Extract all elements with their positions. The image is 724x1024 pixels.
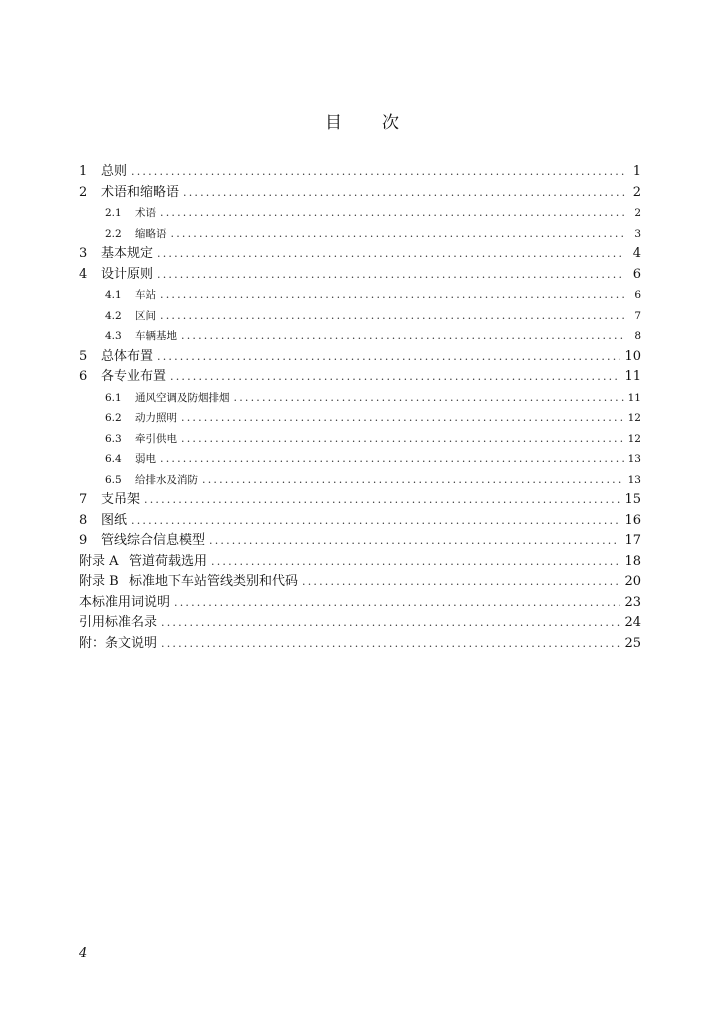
toc-entry-label: 管道荷载选用 (129, 553, 208, 569)
toc-entry-page: 11 (624, 369, 641, 385)
toc-entry[interactable] (79, 203, 641, 224)
toc-entry[interactable] (79, 593, 641, 614)
toc-entry[interactable] (79, 572, 641, 593)
toc-entry[interactable] (79, 367, 641, 388)
toc-entry[interactable] (79, 470, 641, 491)
toc-entry-number: 7 (79, 492, 88, 508)
toc-entry-number: 3 (79, 246, 88, 262)
title-right-char: 次 (382, 113, 399, 133)
toc-entry-label: 各专业布置 (101, 369, 167, 385)
toc-entry-label: 术语 (135, 207, 156, 220)
toc-entry[interactable] (79, 285, 641, 306)
toc-leader-dots (202, 470, 624, 490)
toc-entry[interactable] (79, 347, 641, 368)
toc-leader-dots (161, 634, 620, 654)
toc-leader-dots (181, 408, 624, 428)
toc-entry[interactable] (79, 552, 641, 573)
toc-entry[interactable] (79, 613, 641, 634)
toc-entry-label: 管线综合信息模型 (101, 533, 206, 549)
toc-leader-dots (131, 162, 625, 182)
toc-entry-page: 13 (627, 473, 641, 486)
page-title (0, 108, 724, 133)
toc-entry-page: 2 (634, 207, 641, 220)
toc-entry-number: 附录 B (79, 574, 119, 590)
table-of-contents (79, 162, 641, 654)
toc-leader-dots (157, 347, 620, 367)
toc-entry-label: 支吊架 (101, 492, 141, 508)
toc-entry-page: 6 (634, 289, 641, 302)
toc-entry-page: 12 (627, 412, 641, 425)
toc-entry-number: 4.2 (105, 309, 122, 322)
toc-entry[interactable] (79, 224, 641, 245)
toc-entry-label: 基本规定 (101, 246, 154, 262)
toc-entry-label: 弱电 (135, 453, 156, 466)
toc-entry-page: 12 (627, 432, 641, 445)
toc-entry-number: 1 (79, 164, 88, 180)
toc-entry-number: 8 (79, 512, 88, 528)
toc-leader-dots (234, 388, 624, 408)
toc-entry-page: 2 (632, 184, 641, 200)
toc-leader-dots (183, 183, 625, 203)
toc-leader-dots (209, 531, 620, 551)
toc-entry[interactable] (79, 449, 641, 470)
toc-entry-label: 标准地下车站管线类别和代码 (129, 574, 299, 590)
toc-entry-page: 25 (624, 635, 641, 651)
toc-entry-page: 3 (634, 227, 641, 240)
toc-entry-page: 1 (632, 164, 641, 180)
toc-entry[interactable] (79, 326, 641, 347)
toc-entry-label: 牵引供电 (135, 432, 177, 445)
toc-entry-label: 总则 (101, 164, 128, 180)
toc-leader-dots (157, 265, 625, 285)
toc-entry-label: 本标准用词说明 (79, 594, 171, 610)
toc-entry-number: 6 (79, 369, 88, 385)
title-left-char: 目 (325, 113, 342, 133)
toc-entry-label: 动力照明 (135, 412, 177, 425)
toc-leader-dots (174, 593, 620, 613)
toc-entry-number: 5 (79, 348, 88, 364)
toc-leader-dots (171, 224, 626, 244)
toc-entry-page: 10 (624, 348, 641, 364)
toc-entry-number: 附录 A (79, 553, 119, 569)
toc-entry-number: 2 (79, 184, 88, 200)
toc-entry-page: 20 (624, 574, 641, 590)
toc-entry-number: 6.3 (105, 432, 122, 445)
toc-leader-dots (302, 572, 620, 592)
toc-entry-label: 附：条文说明 (79, 635, 158, 651)
toc-leader-dots (160, 449, 624, 469)
toc-entry[interactable] (79, 634, 641, 655)
toc-leader-dots (181, 326, 625, 346)
toc-entry-label: 设计原则 (101, 266, 154, 282)
toc-entry-page: 24 (624, 615, 641, 631)
toc-entry-page: 17 (624, 533, 641, 549)
toc-entry-label: 通风空调及防烟排烟 (135, 391, 230, 404)
toc-entry-page: 23 (624, 594, 641, 610)
toc-entry-page: 11 (627, 391, 641, 404)
toc-entry-label: 区间 (135, 309, 156, 322)
toc-leader-dots (170, 367, 620, 387)
toc-entry[interactable] (79, 531, 641, 552)
toc-leader-dots (160, 203, 625, 223)
toc-entry-number: 2.1 (105, 207, 122, 220)
toc-entry-number: 6.4 (105, 453, 122, 466)
page-number: 4 (79, 946, 88, 961)
toc-entry-page: 13 (627, 453, 641, 466)
toc-entry-page: 8 (634, 330, 641, 343)
toc-leader-dots (181, 429, 624, 449)
toc-leader-dots (160, 285, 625, 305)
toc-entry[interactable] (79, 183, 641, 204)
toc-entry-number: 2.2 (105, 227, 122, 240)
toc-entry-page: 18 (624, 553, 641, 569)
toc-leader-dots (161, 613, 620, 633)
toc-entry[interactable] (79, 306, 641, 327)
toc-entry-page: 16 (624, 512, 641, 528)
toc-entry-label: 给排水及消防 (135, 473, 198, 486)
toc-entry[interactable] (79, 408, 641, 429)
toc-leader-dots (160, 306, 625, 326)
toc-leader-dots (131, 511, 620, 531)
toc-entry[interactable] (79, 244, 641, 265)
toc-entry-page: 15 (624, 492, 641, 508)
toc-entry-number: 4 (79, 266, 88, 282)
toc-entry[interactable] (79, 511, 641, 532)
toc-entry[interactable] (79, 490, 641, 511)
toc-entry-page: 7 (634, 309, 641, 322)
toc-leader-dots (144, 490, 620, 510)
toc-entry-label: 总体布置 (101, 348, 154, 364)
toc-leader-dots (211, 552, 620, 572)
toc-entry-number: 9 (79, 533, 88, 549)
toc-entry[interactable] (79, 429, 641, 450)
toc-entry-label: 缩略语 (135, 227, 167, 240)
toc-entry-page: 4 (632, 246, 641, 262)
toc-entry-page: 6 (632, 266, 641, 282)
toc-leader-dots (157, 244, 625, 264)
toc-entry-number: 4.3 (105, 330, 122, 343)
toc-entry-number: 4.1 (105, 289, 122, 302)
toc-entry[interactable] (79, 388, 641, 409)
toc-entry-label: 引用标准名录 (79, 615, 158, 631)
toc-entry-label: 车辆基地 (135, 330, 177, 343)
toc-entry[interactable] (79, 265, 641, 286)
toc-entry-number: 6.5 (105, 473, 122, 486)
toc-entry-label: 车站 (135, 289, 156, 302)
toc-entry-number: 6.1 (105, 391, 122, 404)
toc-entry-number: 6.2 (105, 412, 122, 425)
toc-entry-label: 图纸 (101, 512, 128, 528)
toc-entry-label: 术语和缩略语 (101, 184, 180, 200)
toc-entry[interactable] (79, 162, 641, 183)
